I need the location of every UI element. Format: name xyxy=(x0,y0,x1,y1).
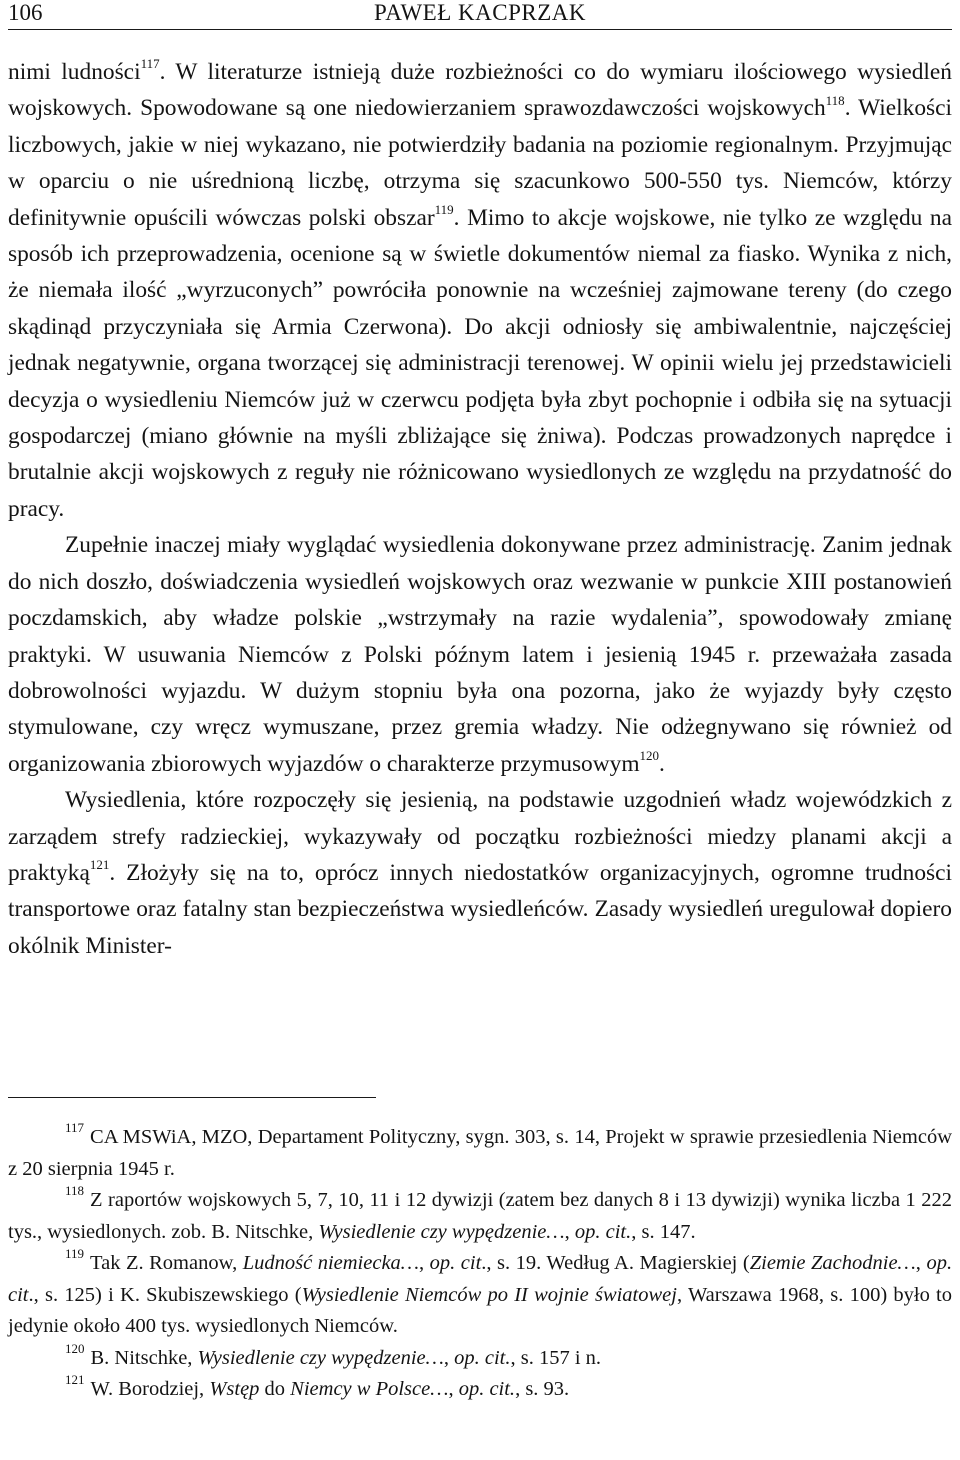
footnote-number: 121 xyxy=(65,1372,85,1388)
footnote-ref-119[interactable]: 119 xyxy=(434,201,454,217)
footnote-121 xyxy=(8,1374,952,1406)
footnote-number: 120 xyxy=(65,1340,85,1356)
footnote-text: Z raportów wojskowych 5, 7, 10, 11 i 12 dywizji (zatem bez danych 8 i 13 dywizji) wynika liczba 1 222 tys., wysiedlonych. zob. B. Nitschke, xyxy=(8,1189,952,1243)
header-rule xyxy=(8,29,952,30)
paragraph-1-text-b: . W literaturze istnieją duże rozbieżności co do wymiaru ilościowego wysiedleń wojskowych. Spowodowane są one niedowierzaniem sprawozdawczości wojskowych xyxy=(8,59,952,122)
running-header xyxy=(8,0,952,28)
footnote-text: , xyxy=(915,1252,921,1274)
paragraph-3-text-a: Wysiedlenia, które rozpoczęły się jesienią, na podstawie uzgodnień władz wojewódzkich z zarządem strefy radzieckiej, wykazywały od początku rozbieżności miedzy planami akcji a praktyką xyxy=(8,787,952,886)
footnote-number: 117 xyxy=(65,1120,85,1136)
footnote-text: , Warszawa 1968, s. 100) było to jedynie około 400 tys. wysiedlonych Niemców. xyxy=(8,1283,952,1337)
footnote-text: B. Nitschke, xyxy=(90,1346,193,1369)
paragraph-3 xyxy=(8,782,952,964)
footnote-number: 118 xyxy=(65,1183,85,1199)
footnote-cited-title: Wysiedlenie czy wypędzenie… xyxy=(318,1220,565,1243)
footnote-op-cit: op. cit xyxy=(429,1252,482,1274)
footnote-text: , s. 147. xyxy=(631,1220,696,1243)
footnote-text: , xyxy=(448,1378,454,1400)
footnote-number: 119 xyxy=(65,1246,85,1262)
footnotes xyxy=(8,1122,952,1406)
footnote-text: CA MSWiA, MZO, Departament Polityczny, sygn. 303, s. 14, Projekt w sprawie przesiedlenia Niemców z 20 sierpnia 1945 r. xyxy=(8,1126,952,1180)
footnote-ref-120[interactable]: 120 xyxy=(639,747,660,763)
footnote-cited-title: Wysiedlenie czy wypędzenie… xyxy=(197,1346,444,1369)
footnote-ref-117[interactable]: 117 xyxy=(140,56,160,72)
footnote-120 xyxy=(8,1340,952,1375)
footnote-op-cit: op. cit. xyxy=(454,1346,511,1369)
footnote-117 xyxy=(8,1122,952,1185)
footnote-ref-121[interactable]: 121 xyxy=(89,857,110,873)
footnote-119 xyxy=(8,1248,952,1343)
footnote-cited-title: Ludność niemiecka… xyxy=(242,1252,420,1274)
running-head-author: PAWEŁ KACPRZAK xyxy=(374,0,586,25)
paragraph-2-text-b: . xyxy=(659,750,665,777)
paragraph-1-text-c: . Wielkości liczbowych, jakie w niej wykazano, nie potwierdziły badania na poziomie regionalnym. Przyjmując w oparciu o nie uśrednioną liczbę, otrzyma się szacunkowo 500-550 tys. Niemców, którzy definitywnie opuścili wówczas polski obszar xyxy=(8,95,952,231)
book-page xyxy=(8,0,953,1400)
footnote-text: , xyxy=(419,1252,425,1274)
footnote-text: do xyxy=(264,1378,286,1400)
footnote-separator xyxy=(8,1097,376,1098)
paragraph-2 xyxy=(8,527,952,782)
footnote-118 xyxy=(8,1185,952,1248)
paragraph-2-text-a: Zupełnie inaczej miały wyglądać wysiedlenia dokonywane przez administrację. Zanim jednak do nich doszło, doświadczenia wysiedleń wojskowych oraz wezwanie w punkcie XIII postanowień poczdamskich, aby władze polskie „wstrzymały na razie wydalenia”, spowodowały zmianę praktyki. W usuwania Niemców z Polski późnym latem i jesienią 1945 r. przeważała zasada dobrowolności wyjazdu. W dużym stopniu była ona pozorna, jako że wyjazdy były często stymulowane, czy wręcz wymuszane, przez gremia władzy. Nie odżegnywano się również od organizowania zbiorowych wyjazdów o charakterze przymusowym xyxy=(8,532,952,777)
footnote-text: Tak Z. Romanow, xyxy=(90,1252,238,1274)
footnote-text: , s. 157 i n. xyxy=(510,1346,602,1369)
paragraph-1-text-d: . Mimo to akcje wojskowe, nie tylko ze względu na sposób ich przeprowadzenia, ocenione są w świetle dokumentów niemal za fiasko. Wynika z nich, że niemała ilość „wyrzuconych” powróciła ponownie na wcześniej zajmowane tereny (do czego skądinąd przyczyniała się Armia Czerwona). Do akcji odniosły się ambiwalentnie, najczęściej jednak negatywnie, organa tworzącej się administracji terenowej. W opinii wielu jej przedstawicieli decyzja o wysiedleniu Niemców już w czerwcu podjęta była zbyt pochopnie i odbiła się na sytuacji gospodarczej (miano głównie na myśli zbliżające się żniwa). Podczas prowadzonych naprędce i brutalnie akcji wojskowych z reguły nie różnicowano wysiedlonych ze względu na przydatność do pracy. xyxy=(8,204,953,522)
footnote-op-cit: op. cit. xyxy=(458,1378,516,1400)
page-number: 106 xyxy=(8,0,43,25)
footnote-cited-title: Wstęp xyxy=(209,1378,260,1400)
paragraph-1-text-a: nimi ludności xyxy=(8,59,141,85)
footnote-cited-title: Niemcy w Polsce… xyxy=(290,1378,449,1400)
footnote-text: , xyxy=(443,1346,449,1369)
footnote-ref-118[interactable]: 118 xyxy=(825,92,845,108)
footnote-text: , xyxy=(564,1220,570,1243)
footnote-cited-title: Wysiedlenie Niemców po II wojnie światowej xyxy=(301,1283,677,1306)
footnote-text: ., s. 19. Według A. Magierskiej ( xyxy=(481,1252,750,1274)
main-text xyxy=(8,54,952,964)
footnote-op-cit: op. cit xyxy=(8,1252,953,1306)
footnote-text: , s. 93. xyxy=(515,1378,570,1400)
footnote-text: ., s. 125) i K. Skubiszewskiego ( xyxy=(28,1283,302,1306)
footnote-text: W. Borodziej, xyxy=(90,1378,205,1400)
paragraph-1 xyxy=(8,54,952,527)
paragraph-3-text-b: . Złożyły się na to, oprócz innych niedostatków organizacyjnych, ogromne trudności transportowe oraz fatalny stan bezpieczeństwa wysiedleńców. Zasady wysiedleń uregulował dopiero okólnik Minister- xyxy=(8,859,952,959)
footnote-op-cit: op. cit. xyxy=(574,1220,632,1243)
footnote-cited-title: Ziemie Zachodnie… xyxy=(749,1252,916,1274)
